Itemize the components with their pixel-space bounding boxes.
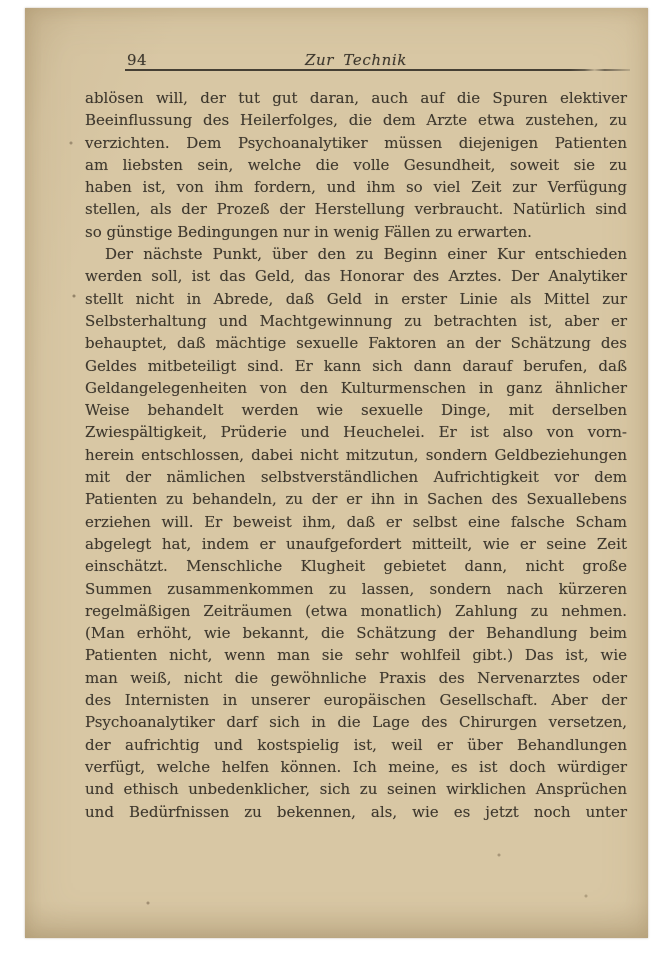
- text-line: regelmäßigen Zeiträumen (etwa monatlich) Zahlung zu nehmen.: [85, 601, 627, 620]
- text-line: einschätzt. Menschliche Klugheit gebietet dann, nicht große: [85, 557, 627, 576]
- text-line: Patienten zu behandeln, zu der er ihn in Sachen des Sexuallebens: [85, 490, 627, 509]
- text-line: Psychoanalytiker darf sich in die Lage des Chirurgen versetzen,: [85, 713, 627, 732]
- text-line: erziehen will. Er beweist ihm, daß er selbst eine falsche Scham: [85, 512, 627, 531]
- text-line: ablösen will, der tut gut daran, auch auf die Spuren elektiver: [85, 89, 627, 107]
- text-line: und Bedürfnissen zu bekennen, als, wie es jetzt noch unter: [85, 802, 627, 821]
- text-line: mit der nämlichen selbstverständlichen Aufrichtigkeit vor dem: [85, 468, 627, 487]
- text-line: Der nächste Punkt, über den zu Beginn einer Kur entschieden: [105, 245, 627, 264]
- text-line: stellen, als der Prozeß der Herstellung verbraucht. Natürlich sind: [85, 200, 627, 219]
- text-line: abgelegt hat, indem er unaufgefordert mitteilt, wie er seine Zeit: [85, 534, 627, 553]
- text-line: Summen zusammenkommen zu lassen, sondern nach kürzeren: [85, 579, 627, 598]
- body-text: [85, 87, 627, 823]
- text-line: man weiß, nicht die gewöhnliche Praxis des Nervenarztes oder: [85, 668, 627, 687]
- text-line: Selbsterhaltung und Machtgewinnung zu betrachten ist, aber er: [85, 311, 627, 330]
- text-line: Zwiespältigkeit, Prüderie und Heuchelei. Er ist also von vorn-: [85, 423, 627, 442]
- text-line: verzichten. Dem Psychoanalytiker müssen diejenigen Patienten: [85, 133, 627, 152]
- text-line: verfügt, welche helfen können. Ich meine, es ist doch würdiger: [85, 757, 627, 776]
- text-line: Patienten nicht, wenn man sie sehr wohlfeil gibt.) Das ist, wie: [85, 646, 627, 665]
- text-line: am liebsten sein, welche die volle Gesundheit, soweit sie zu: [85, 155, 627, 174]
- page-number: 94: [127, 51, 148, 69]
- running-header-title: Zur Technik: [305, 51, 407, 69]
- text-line: werden soll, ist das Geld, das Honorar des Arztes. Der Analytiker: [85, 267, 627, 286]
- page-header: [85, 51, 627, 71]
- text-line: Geldangelegenheiten von den Kulturmenschen in ganz ähnlicher: [85, 378, 627, 397]
- text-line: und ethisch unbedenklicher, sich zu seinen wirklichen Ansprüchen: [85, 780, 627, 799]
- text-line: Weise behandelt werden wie sexuelle Dinge, mit derselben: [85, 401, 627, 420]
- text-line: des Internisten in unserer europäischen Gesellschaft. Aber der: [85, 691, 627, 710]
- text-line: behauptet, daß mächtige sexuelle Faktoren an der Schätzung des: [85, 334, 627, 353]
- header-rule: [125, 69, 630, 71]
- text-line: herein entschlossen, dabei nicht mitzutun, sondern Geldbeziehungen: [85, 445, 627, 464]
- text-line: Geldes mitbeteiligt sind. Er kann sich dann darauf berufen, daß: [85, 356, 627, 375]
- text-line: stellt nicht in Abrede, daß Geld in erster Linie als Mittel zur: [85, 289, 627, 308]
- text-line: haben ist, von ihm fordern, und ihm so viel Zeit zur Verfügung: [85, 178, 627, 197]
- text-line: Beeinflussung des Heilerfolges, die dem Arzte etwa zustehen, zu: [85, 111, 627, 130]
- text-line: der aufrichtig und kostspielig ist, weil er über Behandlungen: [85, 735, 627, 754]
- text-line: (Man erhöht, wie bekannt, die Schätzung der Behandlung beim: [85, 624, 627, 643]
- book-page: [25, 8, 648, 938]
- text-line: so günstige Bedingungen nur in wenig Fällen zu erwarten.: [85, 222, 532, 241]
